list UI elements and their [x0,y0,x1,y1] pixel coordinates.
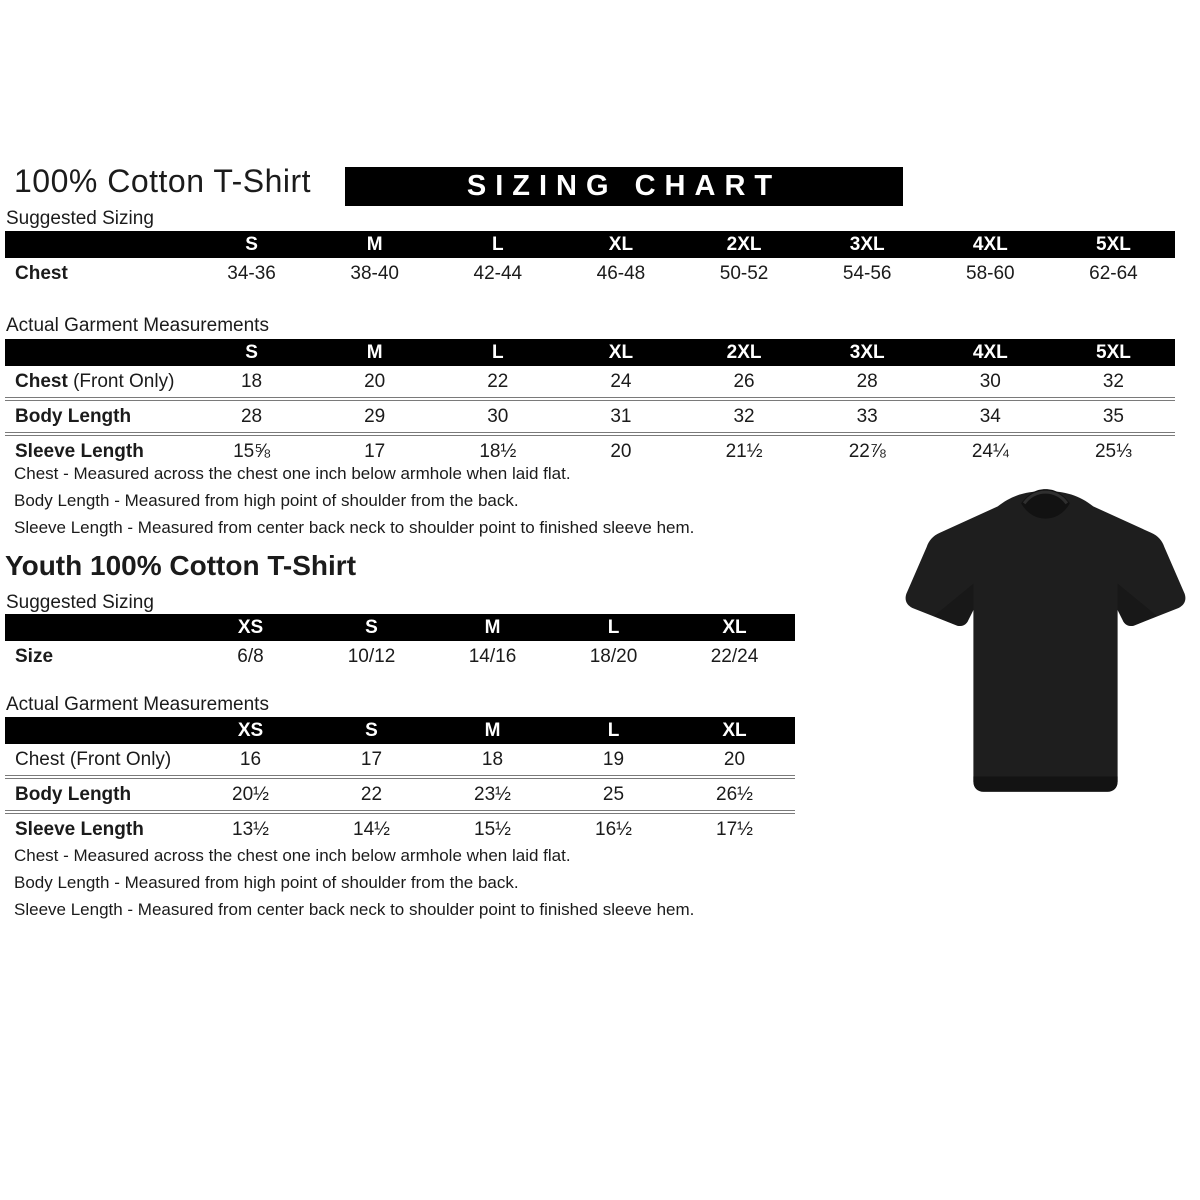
column-header: XL [674,614,795,641]
tshirt-body [906,491,1186,792]
cell-value: 34 [929,399,1052,434]
cell-value: 24¼ [929,434,1052,467]
cell-value: 17 [313,434,436,467]
youth-actual-measurements-label: Actual Garment Measurements [6,694,269,715]
youth-actual-measurements-table [5,717,795,845]
cell-value: 26½ [674,777,795,812]
row-label: Size [15,645,54,667]
column-header: 5XL [1052,339,1175,366]
cell-value: 32 [1102,370,1124,392]
table-header-row [5,717,795,744]
cell-value: 29 [313,399,436,434]
header-spacer [5,614,190,641]
table-row [5,641,795,672]
column-header: 2XL [683,231,806,258]
adult-measurement-notes [14,460,694,541]
table-row-sleeve-length [5,812,795,845]
column-header: L [553,717,674,744]
cell-value: 15½ [432,812,553,845]
column-header: S [311,614,432,641]
row-label: Chest [15,262,68,284]
cell-value: 25 [553,777,674,812]
table-row-chest [5,366,1175,399]
youth-suggested-sizing-table [5,614,795,672]
row-label: Body Length [5,777,190,812]
cell-value: 20 [723,748,746,770]
note-sleeve-length: Sleeve Length - Measured from center back neck to shoulder point to finished sleeve hem. [14,900,695,919]
cell-value: 22 [311,777,432,812]
cell-value: 32 [683,399,806,434]
column-header: 2XL [683,339,806,366]
cell-value: 19 [602,748,625,770]
cell-value: 28 [856,370,878,392]
cell-value: 46-48 [596,262,646,284]
row-label-main: Chest [15,370,68,392]
cell-value: 35 [1052,399,1175,434]
cell-value: 16 [239,748,262,770]
cell-value: 6/8 [237,645,264,667]
note-chest: Chest - Measured across the chest one inch below armhole when laid flat. [14,464,571,483]
table-row-body-length [5,777,795,812]
cell-value: 13½ [190,812,311,845]
column-header: S [190,339,313,366]
adult-suggested-sizing-label: Suggested Sizing [6,208,154,229]
table-row-chest [5,744,795,777]
column-header: L [436,339,559,366]
column-header: L [553,614,674,641]
row-label [5,366,190,399]
youth-section-title: Youth 100% Cotton T-Shirt [5,550,357,581]
table-row-body-length [5,399,1175,434]
cell-value: 10/12 [347,645,396,667]
header-spacer [5,231,190,258]
column-header: XS [190,717,311,744]
page-title: 100% Cotton T-Shirt [14,163,312,199]
cell-value: 28 [190,399,313,434]
cell-value: 14½ [311,812,432,845]
cell-value: 17½ [674,812,795,845]
note-body-length: Body Length - Measured from high point of shoulder from the back. [14,873,519,892]
cell-value: 15⅝ [190,434,313,467]
cell-value: 50-52 [719,262,769,284]
column-header: 3XL [806,339,929,366]
cell-value: 26 [733,370,755,392]
cell-value: 58-60 [966,262,1015,284]
adult-actual-measurements-label: Actual Garment Measurements [6,315,269,336]
cell-value: 18 [481,748,504,770]
column-header: M [313,339,436,366]
column-header: XL [559,231,682,258]
cell-value: 20 [559,434,682,467]
adult-actual-measurements-table [5,339,1175,467]
cell-value: 22 [487,370,509,392]
tshirt-hem-shadow [973,777,1117,792]
cell-value: 30 [436,399,559,434]
row-label: Sleeve Length [5,812,190,845]
cell-value: 14/16 [468,645,517,667]
tshirt-image [893,482,1198,807]
cell-value: 25⅓ [1052,434,1175,467]
cell-value: 18/20 [589,645,638,667]
note-body-length: Body Length - Measured from high point of shoulder from the back. [14,491,519,510]
column-header: L [436,231,559,258]
cell-value: 17 [360,748,383,770]
table-row [5,258,1175,289]
column-header: 3XL [806,231,929,258]
cell-value: 30 [979,370,1001,392]
table-header-row [5,231,1175,258]
table-header-row [5,339,1175,366]
tshirt-graphic [893,482,1198,807]
column-header: M [432,717,553,744]
table-header-row [5,614,795,641]
cell-value: 62-64 [1089,262,1138,284]
cell-value: 38-40 [350,262,399,284]
sizing-chart-banner: SIZING CHART [345,167,903,206]
row-label: Body Length [5,399,190,434]
youth-suggested-sizing-label: Suggested Sizing [6,592,154,613]
note-sleeve-length: Sleeve Length - Measured from center back neck to shoulder point to finished sleeve hem. [14,518,695,537]
cell-value: 34-36 [227,262,276,284]
adult-suggested-sizing-table [5,231,1175,289]
header-spacer [5,339,190,366]
cell-value: 20 [364,370,386,392]
cell-value: 23½ [432,777,553,812]
youth-measurement-notes [14,842,694,923]
column-header: S [311,717,432,744]
column-header: XL [674,717,795,744]
column-header: 4XL [929,339,1052,366]
cell-value: 18½ [436,434,559,467]
note-chest: Chest - Measured across the chest one inch below armhole when laid flat. [14,846,571,865]
cell-value: 18 [240,370,263,392]
cell-value: 31 [559,399,682,434]
column-header: 4XL [929,231,1052,258]
cell-value: 54-56 [842,262,892,284]
cell-value: 22⅞ [806,434,929,467]
cell-value: 21½ [683,434,806,467]
cell-value: 24 [610,370,632,392]
header-spacer [5,717,190,744]
column-header: XS [190,614,311,641]
cell-value: 42-44 [473,262,523,284]
column-header: 5XL [1052,231,1175,258]
row-label: Chest (Front Only) [15,748,172,770]
row-label: Sleeve Length [5,434,190,467]
cell-value: 20½ [190,777,311,812]
cell-value: 16½ [553,812,674,845]
cell-value: 33 [806,399,929,434]
column-header: XL [559,339,682,366]
column-header: S [190,231,313,258]
column-header: M [313,231,436,258]
column-header: M [432,614,553,641]
row-label-suffix: (Front Only) [67,370,175,392]
cell-value: 22/24 [710,645,759,667]
